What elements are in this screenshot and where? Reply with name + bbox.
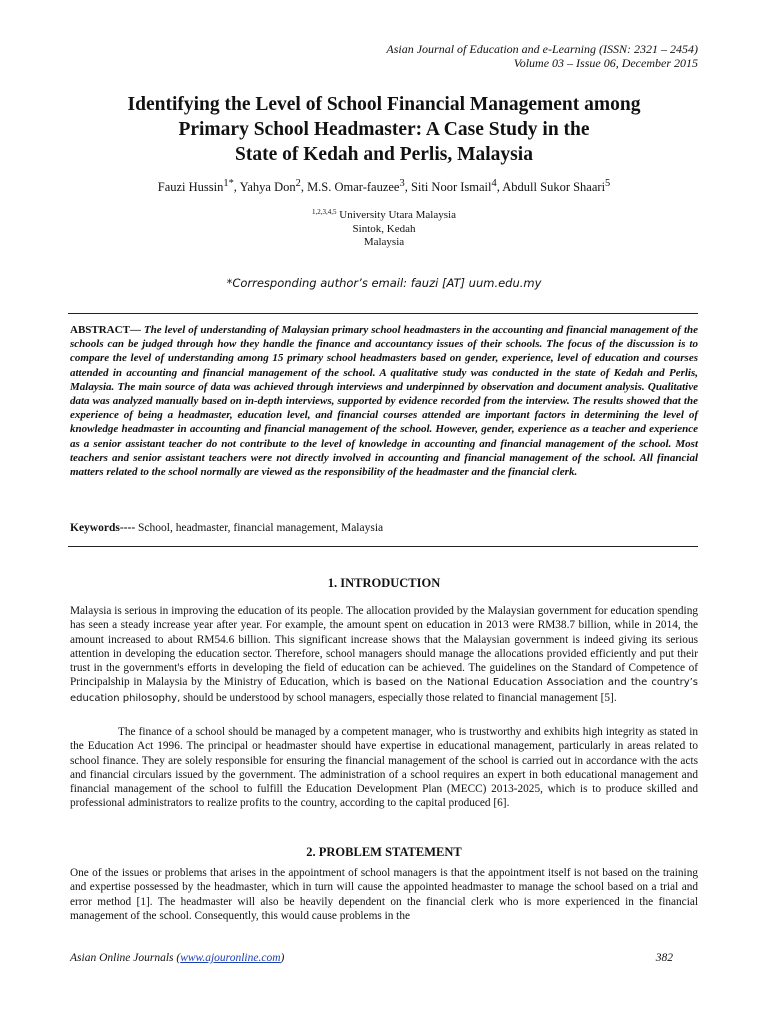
problem-paragraph-1: One of the issues or problems that arises in the appointment of school managers is that the appointment itself is not based on the training and expertise possessed by the headmaster, which in turn will cause the appointed headmaster to manage the school based on a trial and error method [1]. The headmaster will also be heavily dependent on the financial clerk who is more experienced in the financial management of the school. Consequently, this would cause problems in the: [70, 867, 698, 922]
author-name: Siti Noor Ismail: [410, 180, 492, 195]
intro-p1-text-b: is based on the National Education Association and the country’s education philosophy,: [70, 677, 699, 704]
author-name: Abdull Sukor Shaari: [502, 180, 606, 195]
journal-name: Asian Journal of Education and e-Learning (ISSN: 2321 – 2454): [386, 42, 698, 56]
intro-p1-text-a: Malaysia is serious in improving the education of its people. The allocation provided by the Malaysian government for education spending has seen a steady increase year after year. For example, the amount spent on education in 2013 were RM38.7 billion, while in 2014, the amount increased to about RM54.6 billion. This significant increase shows that the Malaysian government is indeed giving its serious attention in developing the education sector. Therefore, school managers should manage the allocations provided efficiently and put their trust in the government's efforts in developing the field of education can be achieved. The guidelines on the Standard of Competence of Principalship in Malaysia by the Ministry of Education, which: [70, 605, 698, 689]
keywords-text: School, headmaster, financial management, Malaysia: [138, 522, 384, 534]
abstract: [70, 323, 698, 479]
title-line-2: Primary School Headmaster: A Case Study in the: [178, 119, 590, 140]
author-name: Fauzi Hussin: [157, 180, 224, 195]
abstract-text: The level of understanding of Malaysian primary school headmasters in the accounting and financial management of the schools can be judged through how they handle the finance and accountancy issues of their schools. The focus of the discussion is to compare the level of understanding among 15 primary school headmasters based on gender, experience, level of education and courses attended in accounting and financial management of the school. A qualitative study was conducted in the state of Kedah and Perlis, Malaysia. The main source of data was achieved through interviews and underpinned by observation and document analysis. Qualitative data was analyzed manually based on in-depth interviews, supported by evidence recorded from the interview. The results showed that the experience of being a headmaster, education level, and financial courses attended are important factors in determining the level of knowledge headmaster in accounting and financial management of the school. However, gender, experience as a teacher and experience as a senior assistant teacher do not contribute to the level of knowledge in accounting and financial management of the school. Most teachers and senior assistant teachers were not directly involved in accounting and financial management of the school. All financial matters related to the school normally are viewed as the responsibility of the headmaster and the financial clerk.: [70, 324, 698, 479]
footer-paren: ): [280, 952, 285, 964]
keywords: [70, 522, 698, 534]
paper-title: [60, 92, 708, 167]
section-heading-introduction: 1. INTRODUCTION: [327, 576, 441, 590]
corresponding-email: *Corresponding author’s email: fauzi [AT] uum.edu.my: [226, 276, 542, 290]
footer-publisher: [70, 952, 284, 964]
journal-issue: Volume 03 – Issue 06, December 2015: [513, 56, 698, 70]
author-superscript: 4: [491, 178, 497, 189]
author-name: M.S. Omar-fauzee: [307, 180, 400, 195]
author-name: Yahya Don: [239, 180, 296, 195]
author-superscript: 5: [605, 178, 611, 189]
journal-website-link[interactable]: www.ajouronline.com: [180, 952, 281, 964]
keywords-label: Keywords----: [70, 522, 136, 534]
divider-top: [68, 313, 698, 314]
author-superscript: 3: [399, 178, 405, 189]
intro-paragraph-2: The finance of a school should be managed by a competent manager, who is trustworthy and exhibits high integrity as stated in the Education Act 1996. The principal or headmaster should have expertise in educational management, particularly in areas related to school finance. They are solely responsible for ensuring the financial management of the school is carried out in accordance with the acts and financial circulars issued by the government. The administration of a school requires an expert in both educational management and financial management of the school to fulfill the Education Development Plan (MECC) 2013-2025, which is to produce skilled and professional administrators to realize profits to the country, according to the capital produced [6].: [70, 726, 698, 810]
divider-bottom: [68, 546, 698, 547]
affiliation-superscript: 1,2,3,4,5: [312, 208, 337, 216]
affiliation-university: University Utara Malaysia: [339, 209, 456, 221]
author-list: Fauzi Hussin$^{1*}$, Yahya Don$^2$, M.S. Omar-fauzee$^3$, Siti Noor Ismail$^4$, Abdull Sukor Shaari$^5$: [157, 178, 611, 195]
page-number: 382: [655, 952, 673, 964]
author-superscript: 2: [295, 178, 301, 189]
title-line-3: State of Kedah and Perlis, Malaysia: [235, 144, 533, 165]
abstract-label: ABSTRACT—: [70, 324, 141, 336]
journal-header: [386, 42, 698, 70]
section-heading-problem-statement: 2. PROBLEM STATEMENT: [306, 845, 462, 859]
title-line-1: Identifying the Level of School Financial Management among: [127, 94, 641, 115]
affiliation-city: Sintok, Kedah: [352, 222, 416, 235]
intro-p1-text-c: should be understood by school managers, especially those related to financial management [5].: [180, 691, 617, 704]
footer-publisher-text: Asian Online Journals (: [70, 952, 181, 964]
affiliation-country: Malaysia: [363, 236, 405, 248]
author-superscript: 1*: [223, 178, 234, 189]
affiliation: [60, 206, 708, 250]
intro-paragraph-1: [70, 604, 698, 706]
